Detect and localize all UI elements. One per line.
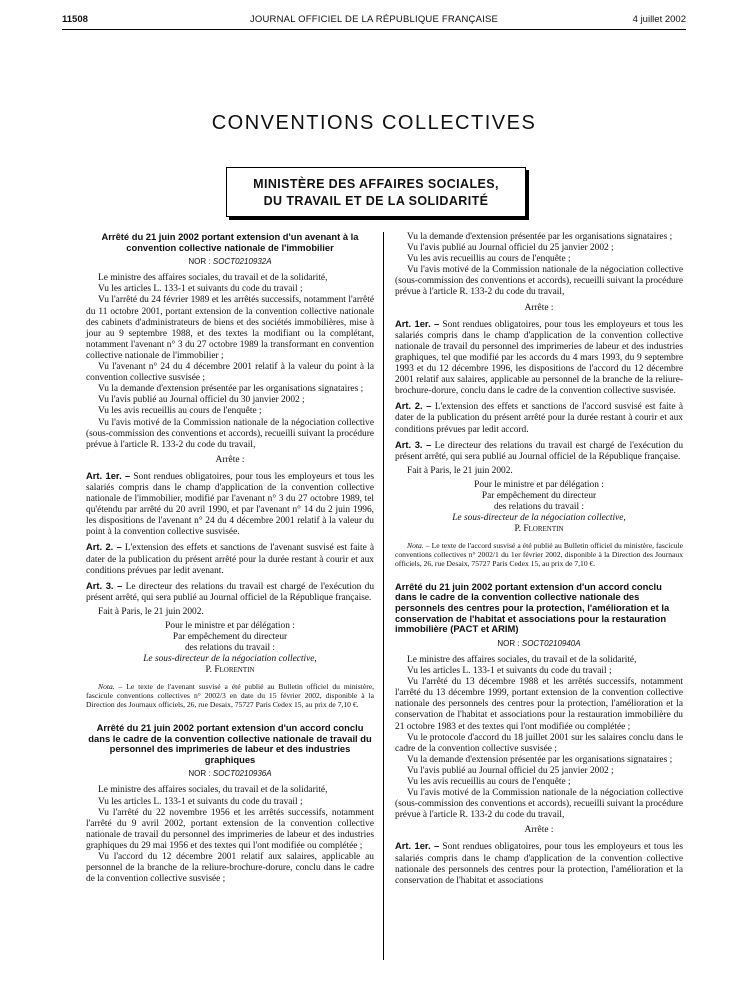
article-3: [395, 439, 683, 463]
signatory-title: Le sous-directeur de la négociation collective,: [452, 512, 626, 523]
journal-title: JOURNAL OFFICIEL DE LA RÉPUBLIQUE FRANÇAISE: [249, 14, 499, 25]
nor-label: NOR :: [188, 769, 211, 779]
article-text: Le directeur des relations du travail est chargé de l'exécution du présent arrêté, qui sera publié au Journal officiel de la République française.: [395, 440, 684, 462]
page-number: 11508: [62, 14, 88, 25]
nor-code: SOCT0210940A: [521, 638, 581, 648]
paragraph: Vu la demande d'extension présentée par les organisations signataires ;: [407, 232, 673, 242]
column-divider: [383, 232, 384, 960]
signature-line: Par empêchement du directeur: [481, 490, 597, 501]
paragraph: Vu l'arrêté du 22 novembre 1956 et les arrêtés successifs, notamment l'arrêté du 9 avril 2002, portant extension de la convention collective nationale de travail du personnel des imprimeries de labeur et des industries graphiques du 29 mai 1956 et des textes qui l'ont modifiée ou complétée ;: [86, 807, 374, 851]
nota-label: Nota. –: [407, 540, 430, 550]
nor-reference: [86, 256, 374, 267]
article-2: [395, 400, 683, 435]
nota-text: Le texte de l'accord susvisé a été publié au Bulletin officiel du ministère, fascicule conventions collectives n° 2002/1 du 1er février 2002, disponible à la Direction des Journaux officiels, 26, rue Desaix, 75727 Paris Cedex 15, au prix de 7,10 €.: [395, 540, 683, 568]
article-title: Arrêté du 21 juin 2002 portant extension d'un accord conclu dans le cadre de la convention collective nationale de travail du personnel des imprimeries de labeur et des industries graphiques: [88, 722, 372, 765]
paragraph: Le ministre des affaires sociales, du travail et de la solidarité,: [98, 273, 328, 284]
signature-line: Pour le ministre et par délégation :: [165, 621, 295, 631]
paragraph: Le ministre des affaires sociales, du travail et de la solidarité,: [407, 654, 637, 665]
ministry-box: [226, 167, 526, 217]
done-at: Fait à Paris, le 21 juin 2002.: [98, 606, 204, 617]
signature-line: des relations du travail :: [493, 501, 585, 512]
paragraph: Vu les avis recueillis au cours de l'enquête ;: [407, 254, 571, 265]
nor-code: SOCT0210932A: [212, 257, 272, 267]
page-header: [62, 14, 686, 28]
paragraph: Vu l'avis motivé de la Commission nationale de la négociation collective (sous-commission des conventions et accords), recueilli suivant la procédure prévue à l'article R. 133-2 du code du travail,: [395, 788, 683, 821]
paragraph: Vu l'avenant n° 24 du 4 décembre 2001 relatif à la valeur du point à la convention collective susvisée ;: [86, 362, 374, 384]
header-rule: [62, 29, 686, 30]
article-text: Le directeur des relations du travail est chargé de l'exécution du présent arrêté, qui sera publié au Journal officiel de la République française.: [86, 581, 375, 603]
paragraph: Le ministre des affaires sociales, du travail et de la solidarité,: [98, 785, 328, 796]
article-1: [395, 840, 683, 886]
article-label: Art. 1er. –: [395, 317, 440, 329]
arrete-heading: Arrête :: [524, 825, 554, 836]
nor-label: NOR :: [497, 638, 520, 648]
paragraph: Vu l'avis motivé de la Commission nationale de la négociation collective (sous-commission des conventions et accords), recueilli suivant la procédure prévue à l'article R. 133-2 du code du travail,: [395, 265, 683, 298]
nota-note: [86, 682, 374, 709]
issue-date: 4 juillet 2002: [632, 14, 686, 25]
arrete-heading: Arrête :: [215, 454, 245, 465]
signature-line: Par empêchement du directeur: [172, 632, 288, 642]
article-text: Sont rendues obligatoires, pour tous les employeurs et tous les salariés compris dans le champ d'application de la convention collective nationale des personnels des centres pour la protection, l'amélioration et la conservation de l'habitat et associations: [395, 842, 684, 886]
article-title: Arrêté du 21 juin 2002 portant extension d'un accord conclu dans le cadre de la convention collective nationale des personnels des centres pour la protection, l'amélioration et la conservation de l'habitat et associations pour la restauration immobilière (PACT et ARIM): [395, 580, 670, 635]
nor-reference: [86, 768, 374, 779]
paragraph: Vu l'accord du 12 décembre 2001 relatif aux salaires, applicable au personnel de la branche de la reliure-brochure-dorure, conclu dans le cadre de la convention collective susvisée ;: [86, 852, 374, 885]
paragraph: Vu l'avis publié au Journal officiel du 30 janvier 2002 ;: [98, 395, 305, 406]
nota-note: [395, 541, 683, 568]
article-text: Sont rendues obligatoires, pour tous les employeurs et tous les salariés compris dans le champ d'application de la convention collective nationale de travail du personnel des imprimeries de labeur et des industries graphiques, tel que modifié par les accords du 4 mars 1993, du 9 septembre 1993 et du 12 décembre 1996, les dispositions de l'accord du 12 décembre 2001 relatif aux salaires, applicable au personnel de la branche de la reliure-brochure-dorure, conclu dans le cadre de la convention collective susvisée.: [395, 319, 684, 397]
article-label: Art. 3. –: [395, 438, 432, 450]
paragraph: Vu les articles L. 133-1 et suivants du code du travail ;: [98, 284, 303, 295]
paragraph: Vu l'arrêté du 13 décembre 1988 et les arrêtés successifs, notamment l'arrêté du 13 décembre 1999, portant extension de la convention collective nationale des personnels des centres pour la protection, l'amélioration et la conservation de l'habitat et associations pour la restauration immobilière du 21 octobre 1983 et des textes qui l'ont modifiée ou complétée ;: [395, 677, 683, 732]
paragraph: Vu l'arrêté du 24 février 1989 et les arrêtés successifs, notamment l'arrêté du 11 octobre 2001, portant extension de la convention collective nationale des cabinets d'administrateurs de biens et des sociétés immobilières, mise à jour au 9 septembre 1988, et des textes la modifiant ou la complétant, notamment l'avenant n° 3 du 27 octobre 1989 la transformant en convention collective nationale de l'immobilier ;: [86, 295, 374, 361]
left-column: [86, 232, 374, 885]
paragraph: Vu la demande d'extension présentée par les organisations signataires ;: [98, 384, 364, 395]
paragraph: Vu les avis recueillis au cours de l'enquête ;: [407, 776, 571, 787]
article-label: Art. 2. –: [395, 400, 432, 412]
paragraph: Vu l'avis publié au Journal officiel du 25 janvier 2002 ;: [407, 765, 614, 776]
nota-label: Nota. –: [98, 682, 123, 691]
nor-reference: [395, 638, 683, 649]
signature-line: Pour le ministre et par délégation :: [474, 479, 604, 490]
signature-line: des relations du travail :: [184, 643, 276, 653]
paragraph: Vu la demande d'extension présentée par les organisations signataires ;: [407, 754, 673, 765]
article-text: Sont rendues obligatoires, pour tous les employeurs et tous les salariés compris dans le champ d'application de la convention collective nationale de l'immobilier, modifié par l'avenant n° 3 du 27 octobre 1989, tel qu'étendu par arrêté du 20 avril 1990, et par l'avenant n° 14 du 2 juin 1996, les dispositions de l'avenant n° 24 du 4 décembre 2001 relatif à la valeur du point à la convention collective susvisée.: [86, 471, 375, 538]
article-text: L'extension des effets et sanctions de l'accord susvisé est faite à dater de la publication du présent arrêté pour la durée restant à courir et aux conditions prévues par ledit accord.: [395, 402, 684, 435]
article-2: [86, 541, 374, 576]
signatory-title: Le sous-directeur de la négociation collective,: [143, 654, 317, 664]
article-title: Arrêté du 21 juin 2002 portant extension d'un avenant à la convention collective nationale de l'immobilier: [101, 231, 359, 253]
paragraph: Vu l'avis motivé de la Commission nationale de la négociation collective (sous-commission des conventions et accords), recueilli suivant la procédure prévue à l'article R. 133-2 du code du travail,: [86, 417, 374, 450]
article-label: Art. 1er. –: [86, 469, 131, 481]
article-text: L'extension des effets et sanctions de l'avenant susvisé est faite à dater de la publication du présent arrêté pour la durée restant à courir et aux conditions prévues par ledit avenant.: [86, 543, 375, 576]
signatory-name: P. Florentin: [514, 523, 564, 534]
paragraph: Vu les articles L. 133-1 et suivants du code du travail ;: [98, 796, 303, 807]
article-3: [86, 580, 374, 604]
section-title: CONVENTIONS COLLECTIVES: [211, 112, 537, 134]
done-at: Fait à Paris, le 21 juin 2002.: [407, 465, 513, 476]
article-1: [395, 318, 683, 398]
right-column: [395, 232, 683, 887]
ministry-line-2: DU TRAVAIL ET DE LA SOLIDARITÉ: [263, 194, 489, 208]
paragraph: Vu le protocole d'accord du 18 juillet 2001 sur les salaires conclu dans le cadre de la convention collective susvisée ;: [395, 732, 683, 754]
nor-code: SOCT0210936A: [212, 769, 272, 779]
paragraph: Vu les articles L. 133-1 et suivants du code du travail ;: [407, 666, 612, 677]
signatory-name: P. Florentin: [205, 665, 255, 675]
article-label: Art. 3. –: [86, 579, 123, 591]
article-label: Art. 2. –: [86, 541, 122, 553]
nor-label: NOR :: [188, 257, 211, 267]
arrete-heading: Arrête :: [524, 302, 554, 313]
article-label: Art. 1er. –: [395, 840, 440, 852]
ministry-line-1: MINISTÈRE DES AFFAIRES SOCIALES,: [253, 177, 499, 191]
article-1: [86, 470, 374, 539]
paragraph: Vu l'avis publié au Journal officiel du 25 janvier 2002 ;: [407, 243, 614, 254]
paragraph: Vu les avis recueillis au cours de l'enquête ;: [98, 406, 262, 417]
nota-text: Le texte de l'avenant susvisé a été publié au Bulletin officiel du ministère, fascicule conventions collectives n° 2002/3 en date du 15 février 2002, disponible à la Direction des Journaux officiels, 26, rue Desaix, 75727 Paris Cedex 15, au prix de 7,10 €.: [86, 682, 374, 709]
